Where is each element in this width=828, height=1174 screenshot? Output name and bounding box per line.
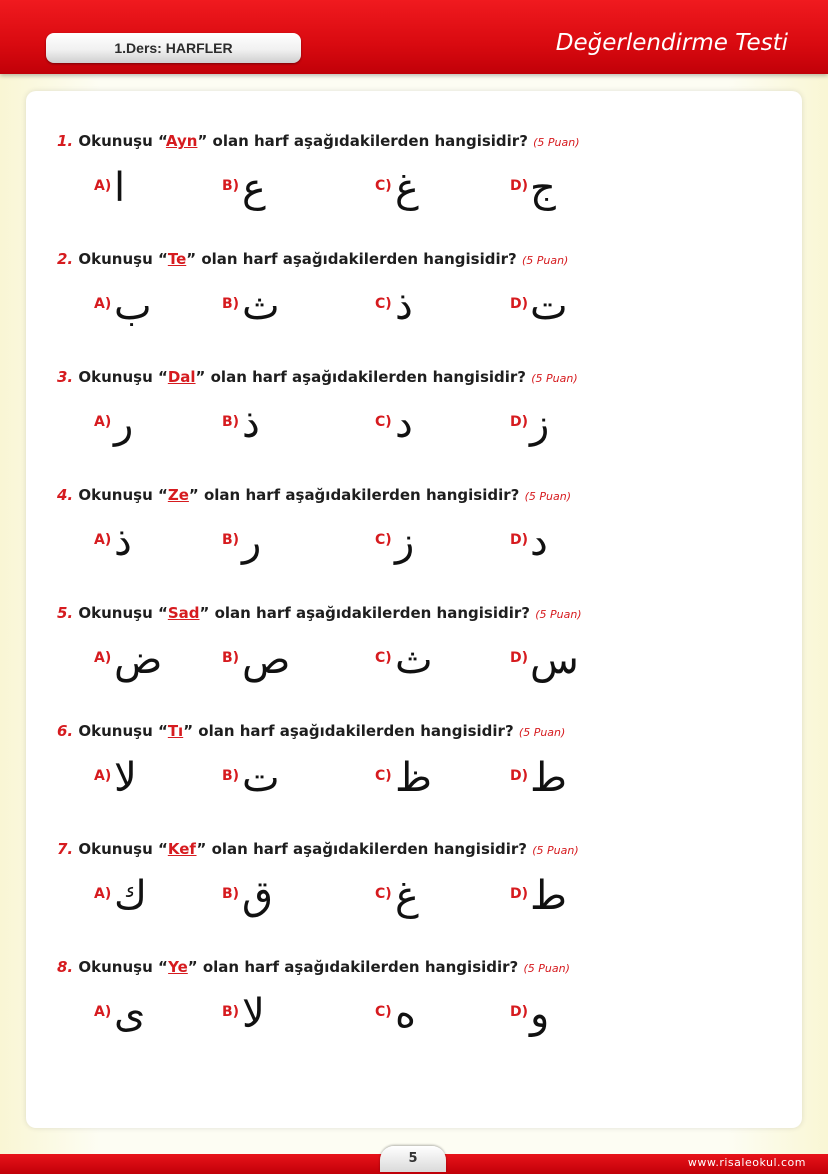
- question-prefix: Okunuşu “: [78, 722, 168, 740]
- question-block: [57, 720, 797, 838]
- question-block: [57, 602, 797, 720]
- answer-option[interactable]: [375, 748, 495, 808]
- arabic-letter-glyph: ت: [242, 755, 280, 801]
- arabic-letter-glyph: د: [530, 519, 548, 565]
- answer-option[interactable]: [375, 630, 495, 690]
- answer-option[interactable]: [222, 866, 342, 926]
- arabic-letter-glyph: ج: [530, 165, 556, 211]
- answer-option[interactable]: [94, 748, 214, 808]
- option-label: B): [222, 414, 240, 430]
- question-suffix: ” olan harf aşağıdakilerden hangisidir?: [199, 604, 530, 622]
- option-label: B): [222, 768, 240, 784]
- question-suffix: ” olan harf aşağıdakilerden hangisidir?: [186, 250, 517, 268]
- answer-option[interactable]: [375, 158, 495, 218]
- arabic-letter-glyph: ر: [114, 401, 134, 447]
- answer-option[interactable]: [222, 512, 342, 572]
- question-points: (5 Puan): [531, 372, 578, 385]
- option-label: C): [375, 532, 392, 548]
- question-number: 4.: [57, 486, 74, 504]
- arabic-letter-glyph: ص: [242, 637, 291, 683]
- option-label: D): [510, 296, 529, 312]
- question-letter-name: Te: [167, 250, 187, 268]
- option-label: C): [375, 1004, 392, 1020]
- option-label: C): [375, 886, 392, 902]
- option-label: D): [510, 178, 529, 194]
- arabic-letter-glyph: ع: [242, 165, 266, 211]
- question-letter-name: Tı: [167, 722, 184, 740]
- option-label: B): [222, 296, 240, 312]
- question-number: 7.: [57, 840, 74, 858]
- arabic-letter-glyph: د: [395, 401, 413, 447]
- option-label: A): [94, 886, 112, 902]
- arabic-letter-glyph: ط: [530, 873, 567, 919]
- answer-option[interactable]: [222, 748, 342, 808]
- arabic-letter-glyph: لا: [242, 991, 265, 1037]
- arabic-letter-glyph: ذ: [114, 519, 132, 565]
- question-letter-name: Ye: [168, 958, 188, 976]
- question-suffix: ” olan harf aşağıdakilerden hangisidir?: [183, 722, 514, 740]
- option-label: C): [375, 178, 392, 194]
- arabic-letter-glyph: ق: [242, 873, 274, 919]
- question-prefix: Okunuşu “: [78, 840, 168, 858]
- answer-option[interactable]: [375, 394, 495, 454]
- answer-option[interactable]: [94, 158, 214, 218]
- option-label: B): [222, 650, 240, 666]
- answer-option[interactable]: [510, 276, 630, 336]
- question-points: (5 Puan): [524, 490, 571, 503]
- question-prefix: Okunuşu “: [78, 486, 168, 504]
- arabic-letter-glyph: ه: [395, 991, 416, 1037]
- option-label: C): [375, 650, 392, 666]
- question-number: 2.: [57, 250, 74, 268]
- option-label: D): [510, 650, 529, 666]
- question-prefix: Okunuşu “: [78, 132, 166, 150]
- header-bar: [0, 0, 828, 74]
- arabic-letter-glyph: س: [530, 637, 579, 683]
- option-label: C): [375, 414, 392, 430]
- question-suffix: ” olan harf aşağıdakilerden hangisidir?: [187, 958, 519, 976]
- lesson-label: 1.Ders: HARFLER: [46, 33, 301, 63]
- question-text: [57, 838, 579, 862]
- option-label: D): [510, 532, 529, 548]
- arabic-letter-glyph: ذ: [242, 401, 260, 447]
- answer-option[interactable]: [94, 276, 214, 336]
- question-letter-name: Kef: [167, 840, 197, 858]
- question-text: [57, 720, 565, 744]
- question-prefix: Okunuşu “: [78, 368, 168, 386]
- arabic-letter-glyph: ت: [530, 283, 568, 329]
- answer-option[interactable]: [222, 984, 342, 1044]
- question-text: [57, 130, 580, 154]
- question-prefix: Okunuşu “: [78, 604, 168, 622]
- arabic-letter-glyph: ظ: [395, 755, 432, 801]
- option-label: A): [94, 296, 112, 312]
- question-prefix: Okunuşu “: [78, 250, 168, 268]
- option-label: D): [510, 414, 529, 430]
- question-block: [57, 484, 797, 602]
- question-number: 3.: [57, 368, 74, 386]
- question-points: (5 Puan): [533, 136, 580, 149]
- question-points: (5 Puan): [532, 844, 579, 857]
- question-text: [57, 956, 570, 980]
- option-label: A): [94, 650, 112, 666]
- question-number: 1.: [57, 132, 74, 150]
- answer-option[interactable]: [222, 394, 342, 454]
- option-label: B): [222, 178, 240, 194]
- answer-option[interactable]: [510, 394, 630, 454]
- answer-option[interactable]: [222, 158, 342, 218]
- arabic-letter-glyph: غ: [395, 165, 419, 211]
- answer-option[interactable]: [94, 866, 214, 926]
- question-number: 6.: [57, 722, 74, 740]
- question-points: (5 Puan): [518, 726, 566, 739]
- question-letter-name: Ze: [167, 486, 189, 504]
- option-label: C): [375, 296, 392, 312]
- website-label: www.risaleokul.com: [687, 1156, 806, 1169]
- answer-option[interactable]: [94, 630, 214, 690]
- arabic-letter-glyph: لا: [114, 755, 137, 801]
- question-text: [57, 602, 582, 626]
- option-label: A): [94, 532, 112, 548]
- answer-option[interactable]: [375, 512, 495, 572]
- arabic-letter-glyph: ك: [114, 873, 147, 919]
- question-suffix: ” olan harf aşağıdakilerden hangisidir?: [196, 840, 527, 858]
- arabic-letter-glyph: ر: [242, 519, 262, 565]
- question-text: [57, 248, 568, 272]
- arabic-letter-glyph: ث: [395, 637, 433, 683]
- answer-option[interactable]: [510, 866, 630, 926]
- arabic-letter-glyph: ط: [530, 755, 567, 801]
- question-points: (5 Puan): [521, 254, 569, 267]
- option-label: B): [222, 886, 240, 902]
- answer-option[interactable]: [375, 276, 495, 336]
- question-letter-name: Dal: [167, 368, 196, 386]
- arabic-letter-glyph: ز: [395, 519, 415, 565]
- answer-option[interactable]: [94, 512, 214, 572]
- option-label: A): [94, 768, 112, 784]
- answer-option[interactable]: [510, 158, 630, 218]
- arabic-letter-glyph: غ: [395, 873, 419, 919]
- answer-option[interactable]: [375, 866, 495, 926]
- arabic-letter-glyph: ث: [242, 283, 280, 329]
- option-label: B): [222, 532, 240, 548]
- option-label: D): [510, 1004, 529, 1020]
- option-label: C): [375, 768, 392, 784]
- question-points: (5 Puan): [535, 608, 582, 621]
- answer-option[interactable]: [375, 984, 495, 1044]
- arabic-letter-glyph: ب: [114, 283, 152, 329]
- question-text: [57, 366, 578, 390]
- arabic-letter-glyph: ز: [530, 401, 550, 447]
- question-letter-name: Sad: [167, 604, 200, 622]
- answer-option[interactable]: [94, 984, 214, 1044]
- answer-option[interactable]: [510, 748, 630, 808]
- question-block: [57, 248, 797, 366]
- question-block: [57, 838, 797, 956]
- option-label: A): [94, 178, 112, 194]
- arabic-letter-glyph: ض: [114, 637, 163, 683]
- question-block: [57, 366, 797, 484]
- arabic-letter-glyph: و: [530, 991, 550, 1037]
- question-text: [57, 484, 571, 508]
- arabic-letter-glyph: ى: [114, 991, 146, 1037]
- question-block: [57, 130, 797, 248]
- answer-option[interactable]: [510, 512, 630, 572]
- arabic-letter-glyph: ذ: [395, 283, 413, 329]
- answer-option[interactable]: [510, 630, 630, 690]
- option-label: A): [94, 1004, 112, 1020]
- option-label: D): [510, 886, 529, 902]
- question-number: 5.: [57, 604, 74, 622]
- question-number: 8.: [57, 958, 74, 976]
- answer-option[interactable]: [510, 984, 630, 1044]
- answer-option[interactable]: [222, 276, 342, 336]
- question-suffix: ” olan harf aşağıdakilerden hangisidir?: [197, 132, 528, 150]
- option-label: A): [94, 414, 112, 430]
- question-prefix: Okunuşu “: [78, 958, 169, 976]
- question-letter-name: Ayn: [165, 132, 198, 150]
- question-suffix: ” olan harf aşağıdakilerden hangisidir?: [188, 486, 520, 504]
- question-block: [57, 956, 797, 1074]
- option-label: B): [222, 1004, 240, 1020]
- question-suffix: ” olan harf aşağıdakilerden hangisidir?: [195, 368, 527, 386]
- answer-option[interactable]: [94, 394, 214, 454]
- page-title: Değerlendirme Testi: [555, 30, 788, 56]
- arabic-letter-glyph: ا: [114, 165, 126, 211]
- option-label: D): [510, 768, 529, 784]
- question-points: (5 Puan): [523, 962, 570, 975]
- page-number: 5: [380, 1146, 446, 1172]
- answer-option[interactable]: [222, 630, 342, 690]
